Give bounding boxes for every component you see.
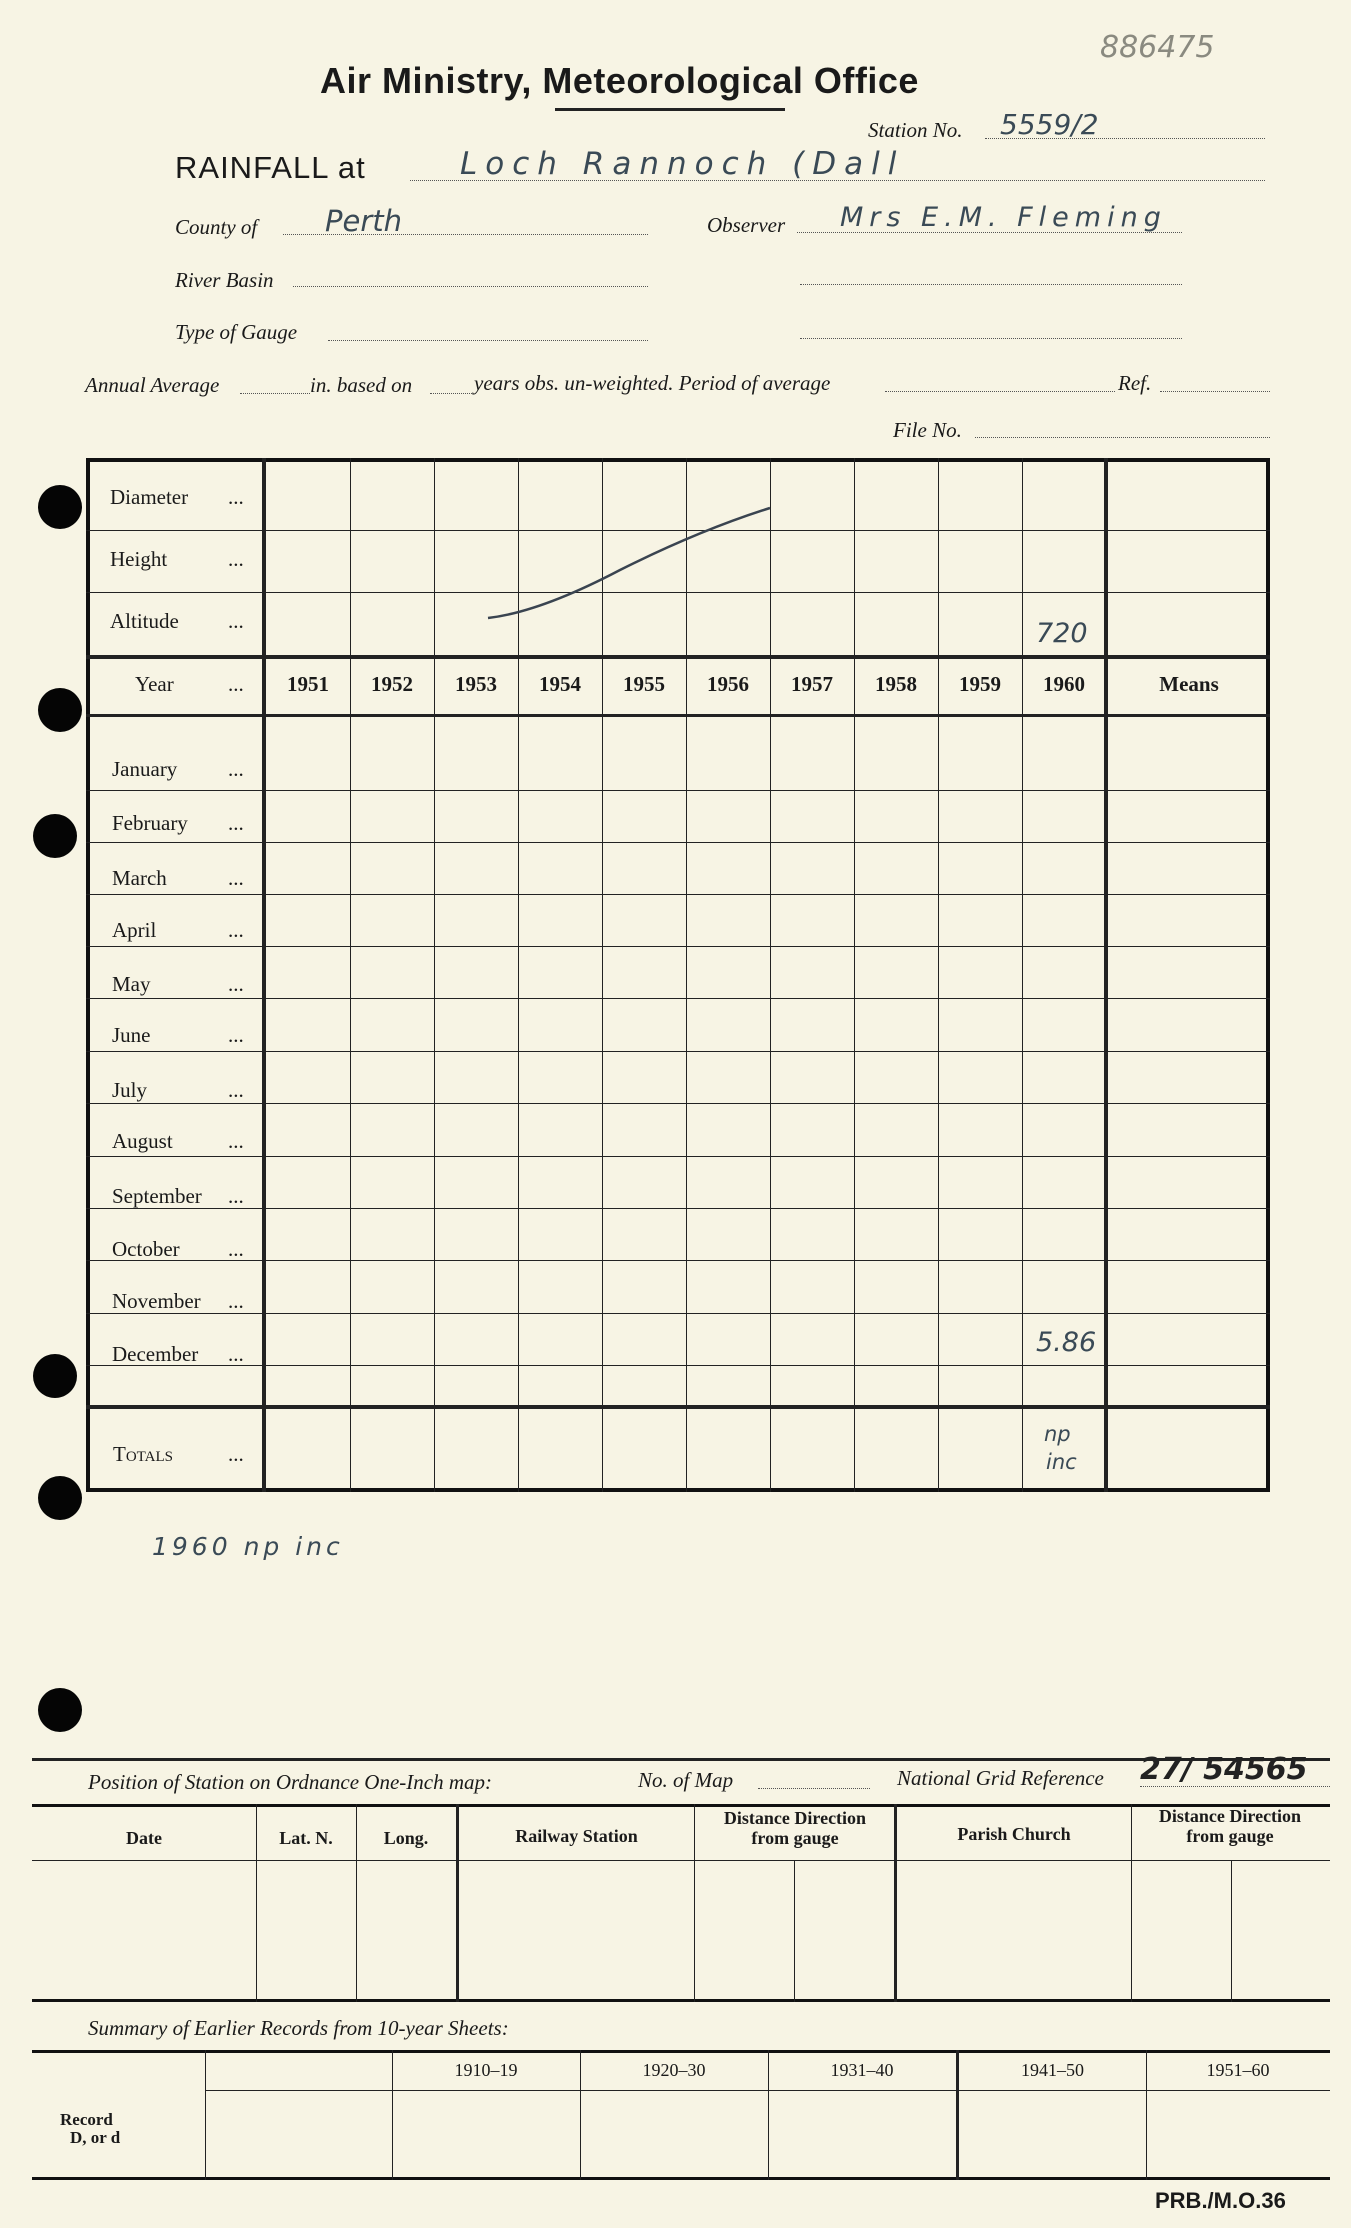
river-right-dots: [800, 284, 1182, 285]
punch-hole: [38, 1476, 82, 1520]
decade-1951: 1951–60: [1206, 2060, 1270, 2080]
title-underline: [555, 108, 785, 111]
month-label: July: [112, 1078, 148, 1102]
county-value: Perth: [325, 204, 403, 238]
decade-1920: 1920–30: [642, 2060, 706, 2080]
summary-label: Summary of Earlier Records from 10-year Sheets:: [88, 2016, 509, 2040]
label-dots: ...: [228, 811, 244, 835]
year-1951: 1951: [287, 672, 329, 696]
position-label: Position of Station on Ordnance One-Inch map:: [88, 1770, 492, 1794]
label-dots: ...: [228, 1442, 244, 1466]
grid-dots: [1140, 1786, 1330, 1787]
month-label: April: [112, 918, 157, 942]
totals-label: Totals: [113, 1442, 173, 1466]
height-label: Height: [110, 547, 168, 571]
year-1956: 1956: [707, 672, 749, 696]
row-line: [86, 1103, 1270, 1104]
county-label: County of: [175, 215, 258, 239]
parish-header: Parish Church: [957, 1824, 1071, 1844]
record-label-2: D, or d: [70, 2128, 121, 2147]
years-obs-label: years obs. un-weighted. Period of average: [474, 371, 831, 395]
year-1957: 1957: [791, 672, 833, 696]
annual-average-label: Annual Average: [85, 373, 220, 397]
pencil-mark: [480, 500, 780, 630]
gauge-dots: [328, 340, 648, 341]
year-1952: 1952: [371, 672, 413, 696]
col-line: [1231, 1860, 1232, 2002]
month-label: June: [112, 1023, 151, 1047]
year-col-line: [350, 458, 351, 1492]
year-col-line: [1022, 458, 1023, 1492]
distance-header-1: Distance Direction from gauge: [723, 1808, 867, 1848]
label-dots: ...: [228, 485, 244, 509]
label-dots: ...: [228, 1023, 244, 1047]
year-1959: 1959: [959, 672, 1001, 696]
period-dots: [885, 391, 1115, 392]
month-label: October: [112, 1237, 180, 1261]
river-label: River Basin: [175, 268, 274, 292]
year-1958: 1958: [875, 672, 917, 696]
label-dots: ...: [228, 1184, 244, 1208]
row-line: [86, 1156, 1270, 1157]
railway-header: Railway Station: [515, 1826, 638, 1846]
row-line: [86, 1051, 1270, 1052]
year-col-line: [434, 458, 435, 1492]
row-line: [86, 1208, 1270, 1209]
label-dots: ...: [228, 866, 244, 890]
label-dots: ...: [228, 1289, 244, 1313]
label-dots: ...: [228, 1237, 244, 1261]
month-label: March: [112, 866, 167, 890]
month-label: May: [112, 972, 151, 996]
ref-label: Ref.: [1118, 371, 1152, 395]
december-1960-value: 5.86: [1036, 1327, 1097, 1358]
altitude-1960-value: 720: [1036, 618, 1088, 649]
month-label: November: [112, 1289, 201, 1313]
map-label: No. of Map: [638, 1768, 734, 1792]
means-column-divider: [1104, 458, 1108, 1492]
row-line: [86, 894, 1270, 895]
label-dots: ...: [228, 1342, 244, 1366]
years-dots: [430, 393, 472, 394]
station-label: Station No.: [868, 118, 963, 142]
col-line: [205, 2050, 206, 2180]
file-dots: [975, 437, 1270, 438]
label-dots: ...: [228, 757, 244, 781]
rainfall-label: RAINFALL at: [175, 150, 366, 185]
decade-1941: 1941–50: [1021, 2060, 1084, 2080]
label-dots: ...: [228, 1129, 244, 1153]
record-label-1: Record: [60, 2110, 113, 2129]
year-1960: 1960: [1043, 672, 1085, 696]
year-1955: 1955: [623, 672, 665, 696]
altitude-label: Altitude: [110, 609, 179, 633]
row-line: [86, 1313, 1270, 1314]
observer-value: Mrs E.M. Fleming: [840, 202, 1167, 233]
label-dots: ...: [228, 609, 244, 633]
means-label: Means: [1159, 672, 1219, 696]
row-line: [86, 790, 1270, 791]
row-line: [86, 998, 1270, 999]
punch-hole: [33, 814, 77, 858]
ref-dots: [1160, 391, 1270, 392]
col-line: [694, 1804, 695, 2002]
label-dots: ...: [228, 918, 244, 942]
totals-row-top: [86, 1405, 1270, 1409]
year-label: Year: [135, 672, 174, 696]
row-line: [86, 1365, 1270, 1366]
label-column-divider: [262, 458, 266, 1492]
label-dots: ...: [228, 672, 244, 696]
lat-header: Lat. N.: [279, 1828, 333, 1848]
punch-hole: [38, 688, 82, 732]
map-dots: [758, 1788, 870, 1789]
month-label: September: [112, 1184, 202, 1208]
river-dots: [293, 286, 648, 287]
station-value: 5559/2: [1000, 108, 1099, 141]
month-label: August: [112, 1129, 173, 1153]
col-line: [1131, 1804, 1132, 2002]
year-col-line: [854, 458, 855, 1492]
year-row-top: [86, 655, 1270, 659]
year-1953: 1953: [455, 672, 497, 696]
gauge-right-dots: [800, 338, 1182, 339]
label-dots: ...: [228, 547, 244, 571]
archive-number: 886475: [1100, 30, 1215, 65]
grid-reference-label: National Grid Reference: [897, 1766, 1104, 1790]
col-line: [794, 1860, 795, 2002]
long-header: Long.: [383, 1828, 429, 1848]
grid-reference-value: 27/ 54565: [1140, 1752, 1308, 1787]
label-dots: ...: [228, 1078, 244, 1102]
row-line: [32, 1860, 1330, 1861]
month-label: January: [112, 757, 178, 781]
punch-hole: [38, 485, 82, 529]
row-line: [86, 842, 1270, 843]
position-top-rule: [32, 1758, 1330, 1761]
file-label: File No.: [893, 418, 962, 442]
form-code: PRB./M.O.36: [1155, 2188, 1286, 2213]
year-1954: 1954: [539, 672, 581, 696]
month-label: December: [112, 1342, 199, 1366]
row-line: [86, 946, 1270, 947]
in-based-label: in. based on: [310, 373, 413, 397]
gauge-label: Type of Gauge: [175, 320, 298, 344]
annual-dots: [240, 393, 310, 394]
punch-hole: [38, 1688, 82, 1732]
punch-hole: [33, 1354, 77, 1398]
rainfall-value: Loch Rannoch (Dall: [460, 146, 905, 182]
date-header: Date: [126, 1828, 162, 1848]
observer-label: Observer: [707, 213, 786, 237]
page-title: Air Ministry, Meteorological Office: [320, 60, 919, 101]
year-col-line: [938, 458, 939, 1492]
decade-1931: 1931–40: [830, 2060, 894, 2080]
month-label: February: [112, 811, 188, 835]
row-line: [86, 1260, 1270, 1261]
handwritten-note: 1960 np inc: [152, 1532, 344, 1561]
diameter-label: Diameter: [110, 485, 189, 509]
label-dots: ...: [228, 972, 244, 996]
distance-header-2: Distance Direction from gauge: [1158, 1806, 1302, 1846]
totals-1960-np: np: [1044, 1422, 1071, 1446]
totals-1960-inc: inc: [1046, 1450, 1077, 1474]
year-row-bottom: [86, 714, 1270, 717]
decade-1910: 1910–19: [454, 2060, 518, 2080]
